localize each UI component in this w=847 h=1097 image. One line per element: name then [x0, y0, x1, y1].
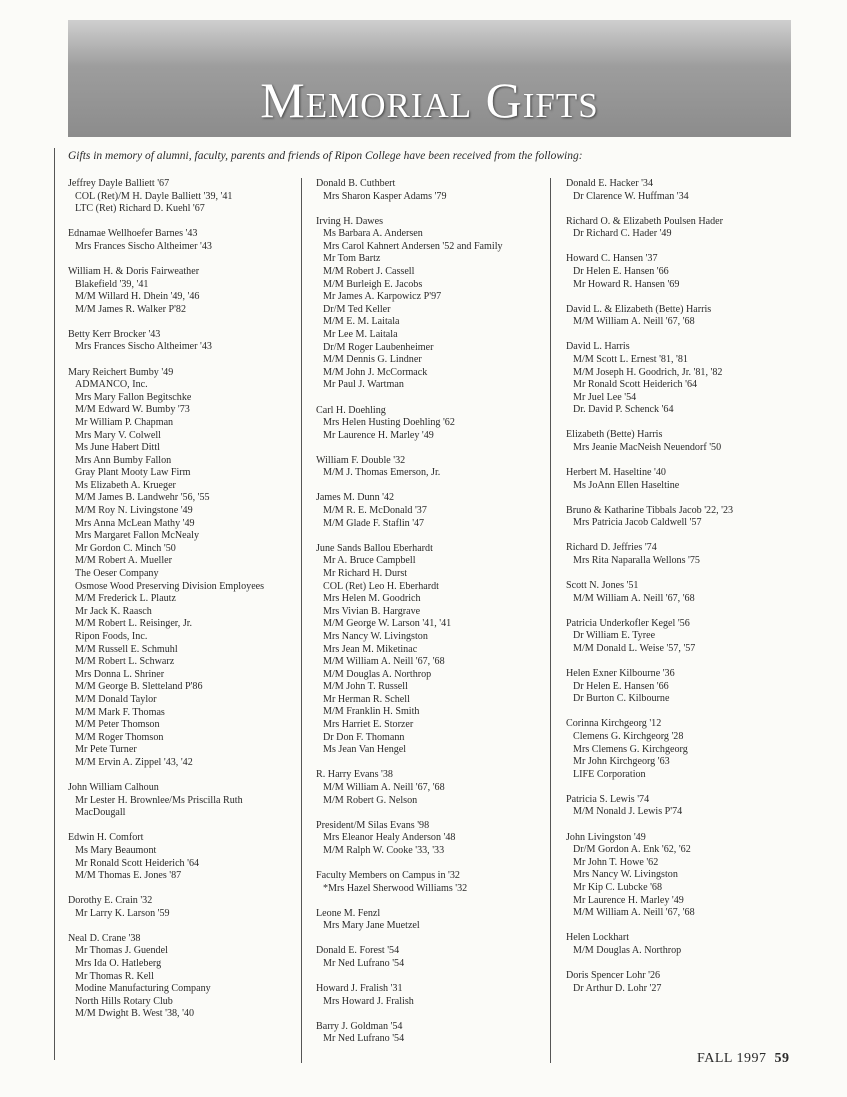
donor-name: M/M Willard H. Dhein '49, '46	[75, 291, 200, 303]
issue-label: FALL 1997	[697, 1051, 767, 1066]
honoree-name: James M. Dunn '42	[316, 492, 395, 504]
donor-name: Mrs Rita Naparalla Wellons '75	[573, 555, 700, 567]
memorial-entry	[316, 405, 548, 443]
memorial-entry	[566, 429, 806, 454]
donor-name: Ms JoAnn Ellen Haseltine	[573, 479, 680, 491]
donor-name: Dr/M Roger Laubenheimer	[323, 341, 434, 353]
left-margin-rule	[54, 148, 55, 1060]
donor-name: M/M John J. McCormack	[323, 366, 428, 378]
donor-name: Mr Ned Lufrano '54	[323, 957, 405, 969]
memorial-entry	[566, 178, 806, 203]
donor-name: Mrs Jeanie MacNeish Neuendorf '50	[573, 442, 722, 453]
donor-name: Mrs Nancy W. Livingston	[573, 869, 678, 881]
donor-name: Ms June Habert Dittl	[75, 442, 160, 454]
donor-name: M/M Donald Taylor	[75, 693, 157, 705]
honoree-name: Elizabeth (Bette) Harris	[566, 429, 663, 441]
donor-name: M/M J. Thomas Emerson, Jr.	[323, 467, 441, 479]
honoree-name: Leone M. Fenzl	[316, 907, 381, 919]
donor-name: M/M Ervin A. Zippel '43, '42	[75, 756, 193, 768]
donor-name: Mrs Mary Jane Muetzel	[323, 920, 420, 932]
donor-name: Ms Jean Van Hengel	[323, 744, 407, 756]
donor-name: M/M Roy N. Livingstone '49	[75, 505, 193, 517]
memorial-entry	[68, 228, 298, 253]
donor-name: Mr Thomas J. Guendel	[75, 945, 168, 957]
donor-name: Mrs Clemens G. Kirchgeorg	[573, 743, 688, 755]
honoree-name: Howard J. Fralish '31	[316, 982, 403, 994]
donor-name: Gray Plant Mooty Law Firm	[75, 467, 191, 479]
donor-name: LTC (Ret) Richard D. Kuehl '67	[75, 203, 205, 215]
donor-name: M/M E. M. Laitala	[323, 316, 400, 328]
donor-name: Dr Burton C. Kilbourne	[573, 693, 670, 705]
donor-name: M/M William A. Neill '67, '68	[323, 781, 445, 793]
donor-name: Mr Tom Bartz	[323, 253, 381, 265]
column-2	[316, 178, 548, 1058]
donor-name: Mrs Anna McLean Mathy '49	[75, 517, 195, 529]
donor-name: M/M James R. Walker P'82	[75, 303, 187, 315]
donor-name: Mr John T. Howe '62	[573, 856, 659, 868]
donor-name: Mrs Jean M. Miketinac	[323, 643, 418, 655]
donor-name: M/M Robert L. Schwarz	[75, 656, 175, 668]
donor-name: Mrs Harriet E. Storzer	[323, 719, 414, 731]
donor-name: M/M Dennis G. Lindner	[323, 354, 422, 366]
donor-name: Mrs Vivian B. Hargrave	[323, 605, 421, 617]
honoree-name: Barry J. Goldman '54	[316, 1020, 403, 1032]
honoree-name: Donald B. Cuthbert	[316, 178, 396, 189]
donor-name: Mrs Helen Husting Doehling '62	[323, 417, 455, 429]
honoree-name: Richard D. Jeffries '74	[566, 542, 657, 554]
memorial-entry	[566, 932, 806, 957]
donor-name: M/M Robert G. Nelson	[323, 794, 418, 806]
donor-name: M/M Ralph W. Cooke '33, '33	[323, 844, 445, 856]
memorial-entry	[68, 933, 298, 1021]
honoree-name: Ednamae Wellhoefer Barnes '43	[68, 228, 198, 240]
donor-name: LIFE Corporation	[573, 768, 646, 780]
column-3	[566, 178, 806, 1008]
donor-name: Mr Laurence H. Marley '49	[323, 429, 434, 441]
donor-name: M/M Robert A. Mueller	[75, 555, 173, 567]
honoree-name: Dorothy E. Crain '32	[68, 895, 153, 907]
honoree-name: Mary Reichert Bumby '49	[68, 366, 174, 378]
donor-name: Mr Thomas R. Kell	[75, 970, 154, 982]
donor-name: M/M John T. Russell	[323, 681, 408, 693]
donor-name: Mr Howard R. Hansen '69	[573, 278, 680, 290]
honoree-name: John Livingston '49	[566, 831, 646, 843]
honoree-name: R. Harry Evans '38	[316, 769, 393, 781]
donor-name: M/M William A. Neill '67, '68	[573, 592, 695, 604]
page-number: 59	[774, 1051, 790, 1066]
donor-name: Dr William E. Tyree	[573, 630, 656, 642]
donor-name: COL (Ret)/M H. Dayle Balliett '39, '41	[75, 190, 233, 202]
honoree-name: Donald E. Hacker '34	[566, 178, 654, 189]
memorial-entry	[566, 304, 806, 329]
honoree-name: Herbert M. Haseltine '40	[566, 467, 666, 479]
honoree-name: Helen Exner Kilbourne '36	[566, 668, 675, 680]
memorial-entry	[316, 945, 548, 970]
donor-name: M/M Joseph H. Goodrich, Jr. '81, '82	[573, 366, 723, 378]
donor-name: Dr Helen E. Hansen '66	[573, 265, 669, 277]
honoree-name: Donald E. Forest '54	[316, 945, 400, 957]
donor-name: North Hills Rotary Club	[75, 995, 173, 1007]
memorial-entry	[566, 467, 806, 492]
donor-name: Ms Mary Beaumont	[75, 844, 157, 856]
donor-name: Mrs Mary Fallon Begitschke	[75, 391, 192, 403]
page-footer	[697, 1051, 789, 1067]
donor-name: Mr Kip C. Lubcke '68	[573, 881, 663, 893]
memorial-entry	[566, 341, 806, 417]
memorial-entry	[68, 178, 298, 216]
memorial-entry	[316, 983, 548, 1008]
memorial-entry	[566, 253, 806, 291]
honoree-name: Howard C. Hansen '37	[566, 253, 658, 265]
memorial-entry	[316, 543, 548, 757]
page-title: Memorial Gifts	[260, 72, 599, 128]
honoree-name: Faculty Members on Campus in '32	[316, 869, 460, 881]
donor-name: Mrs Howard J. Fralish	[323, 995, 414, 1007]
donor-name: Dr Richard C. Hader '49	[573, 228, 672, 240]
donor-name: Mr John Kirchgeorg '63	[573, 756, 670, 768]
donor-name: The Oeser Company	[75, 568, 159, 580]
memorial-entry	[566, 970, 806, 995]
donor-name: Mr Ned Lufrano '54	[323, 1033, 405, 1045]
donor-name: M/M Scott L. Ernest '81, '81	[573, 353, 688, 365]
donor-name: M/M Franklin H. Smith	[323, 706, 420, 718]
honoree-name: Richard O. & Elizabeth Poulsen Hader	[566, 215, 723, 227]
donor-name: Dr/M Ted Keller	[323, 303, 391, 315]
memorial-entry	[566, 832, 806, 920]
honoree-name: June Sands Ballou Eberhardt	[316, 542, 433, 554]
donor-name: Mrs Helen M. Goodrich	[323, 593, 421, 605]
donor-name: M/M Thomas E. Jones '87	[75, 870, 182, 882]
donor-name: Dr Arthur D. Lohr '27	[573, 982, 662, 994]
donor-name: M/M Donald L. Weise '57, '57	[573, 643, 696, 655]
honoree-name: John William Calhoun	[68, 782, 159, 794]
honoree-name: Doris Spencer Lohr '26	[566, 969, 661, 981]
donor-name: Mr Ronald Scott Heiderich '64	[573, 379, 698, 391]
donor-name: Mrs Ann Bumby Fallon	[75, 454, 172, 466]
honoree-name: Edwin H. Comfort	[68, 832, 144, 844]
donor-name: Mr James A. Karpowicz P'97	[323, 291, 442, 303]
donor-name: MacDougall	[75, 807, 126, 819]
donor-name: Ms Barbara A. Andersen	[323, 228, 423, 240]
memorial-entry	[68, 329, 298, 354]
donor-name: Ripon Foods, Inc.	[75, 631, 148, 642]
donor-name: Mr Pete Turner	[75, 744, 137, 756]
memorial-entry	[316, 216, 548, 392]
memorial-entry	[566, 580, 806, 605]
donor-name: *Mrs Hazel Sherwood Williams '32	[323, 882, 468, 894]
memorial-entry	[68, 832, 298, 882]
donor-name: Mr Lester H. Brownlee/Ms Priscilla Ruth	[75, 794, 243, 806]
donor-name: M/M R. E. McDonald '37	[323, 505, 427, 517]
memorial-entry	[566, 718, 806, 781]
honoree-name: David L. & Elizabeth (Bette) Harris	[566, 303, 712, 315]
donor-name: Mr Herman R. Schell	[323, 693, 410, 705]
donor-name: Mr Juel Lee '54	[573, 391, 637, 403]
donor-name: ADMANCO, Inc.	[75, 379, 148, 391]
donor-name: Mrs Ida O. Hatleberg	[75, 958, 162, 970]
donor-name: Mr Ronald Scott Heiderich '64	[75, 857, 200, 869]
memorial-entry	[566, 618, 806, 656]
memorial-entry	[68, 895, 298, 920]
donor-name: Modine Manufacturing Company	[75, 983, 211, 995]
donor-name: COL (Ret) Leo H. Eberhardt	[323, 580, 439, 592]
donor-name: Mr Larry K. Larson '59	[75, 907, 170, 919]
donor-name: Mr Richard H. Durst	[323, 567, 408, 579]
honoree-name: Bruno & Katharine Tibbals Jacob '22, '23	[566, 504, 734, 516]
honoree-name: William F. Double '32	[316, 454, 406, 466]
honoree-name: David L. Harris	[566, 341, 630, 353]
donor-name: M/M William A. Neill '67, '68	[573, 907, 695, 919]
donor-name: Mr Paul J. Wartman	[323, 379, 404, 391]
donor-name: M/M Douglas A. Northrop	[323, 668, 432, 680]
donor-name: Dr Helen E. Hansen '66	[573, 680, 669, 692]
title-banner	[68, 20, 791, 137]
honoree-name: Blakefield '39, '41	[75, 278, 149, 290]
honoree-name: Patricia S. Lewis '74	[566, 793, 650, 805]
donor-name: M/M George W. Larson '41, '41	[323, 618, 452, 630]
donor-name: M/M Russell E. Schmuhl	[75, 643, 178, 655]
donor-name: M/M Robert L. Reisinger, Jr.	[75, 618, 193, 630]
donor-name: Mrs Sharon Kasper Adams '79	[323, 190, 447, 202]
donor-name: M/M William A. Neill '67, '68	[323, 656, 445, 668]
donor-name: Dr. David P. Schenck '64	[573, 404, 674, 416]
donor-name: Dr Clarence W. Huffman '34	[573, 190, 689, 202]
memorial-entry	[68, 782, 298, 820]
memorial-entry	[316, 769, 548, 807]
donor-name: Mrs Frances Sischo Altheimer '43	[75, 240, 212, 252]
honoree-name: Corinna Kirchgeorg '12	[566, 718, 662, 730]
donor-name: Mrs Patricia Jacob Caldwell '57	[573, 517, 702, 529]
honoree-name: Helen Lockhart	[566, 932, 630, 944]
donor-name: M/M Douglas A. Northrop	[573, 944, 682, 956]
memorial-entry	[68, 367, 298, 770]
memorial-entry	[316, 908, 548, 933]
memorial-entry	[316, 455, 548, 480]
donor-name: Dr Don F. Thomann	[323, 731, 405, 743]
donor-name: M/M George B. Sletteland P'86	[75, 681, 203, 693]
intro-text: Gifts in memory of alumni, faculty, parents and friends of Ripon College have been received from the following:	[68, 150, 583, 162]
donor-name: Mrs Frances Sischo Altheimer '43	[75, 341, 212, 353]
memorial-entry	[316, 492, 548, 530]
donor-name: M/M William A. Neill '67, '68	[573, 316, 695, 328]
memorial-entry	[566, 542, 806, 567]
donor-name: M/M Edward W. Bumby '73	[75, 404, 190, 416]
memorial-entry	[566, 216, 806, 241]
donor-name: Mr Jack K. Raasch	[75, 605, 152, 617]
donor-name: Mr Gordon C. Minch '50	[75, 542, 176, 554]
donor-name: M/M Nonald J. Lewis P'74	[573, 806, 683, 818]
donor-name: Ms Elizabeth A. Krueger	[75, 479, 176, 491]
column-1	[68, 178, 298, 1034]
honoree-name: Betty Kerr Brocker '43	[68, 328, 161, 340]
memorial-entry	[316, 178, 548, 203]
donor-name: M/M Peter Thomson	[75, 719, 160, 731]
donor-name: Mrs Margaret Fallon McNealy	[75, 530, 199, 542]
honoree-name: Jeffrey Dayle Balliett '67	[68, 178, 170, 189]
honoree-name: Clemens G. Kirchgeorg '28	[573, 731, 684, 742]
donor-name: Mr William P. Chapman	[75, 416, 174, 428]
honoree-name: Carl H. Doehling	[316, 404, 386, 416]
donor-name: Dr/M Gordon A. Enk '62, '62	[573, 844, 691, 856]
donor-name: M/M Robert J. Cassell	[323, 266, 415, 278]
donor-name: Mrs Donna L. Shriner	[75, 668, 165, 680]
memorial-entry	[316, 1021, 548, 1046]
memorial-entry	[566, 794, 806, 819]
donor-name: Mrs Nancy W. Livingston	[323, 630, 428, 642]
memorial-entry	[316, 870, 548, 895]
honoree-name: Patricia Underkofler Kegel '56	[566, 617, 690, 629]
column-divider-1	[301, 178, 302, 1063]
donor-name: M/M Roger Thomson	[75, 731, 164, 743]
memorial-entry	[316, 820, 548, 858]
donor-name: Mr Lee M. Laitala	[323, 329, 398, 341]
donor-name: M/M Mark F. Thomas	[75, 706, 165, 718]
donor-name: M/M Glade F. Staflin '47	[323, 517, 425, 529]
donor-name: M/M James B. Landwehr '56, '55	[75, 492, 210, 504]
honoree-name: President/M Silas Evans '98	[316, 819, 430, 831]
donor-name: M/M Frederick L. Plautz	[75, 593, 176, 605]
honoree-name: Neal D. Crane '38	[68, 932, 141, 944]
donor-name: M/M Dwight B. West '38, '40	[75, 1008, 195, 1020]
memorial-entry	[566, 505, 806, 530]
honoree-name: William H. & Doris Fairweather	[68, 265, 200, 277]
honoree-name: Scott N. Jones '51	[566, 580, 639, 592]
donor-name: Mrs Eleanor Healy Anderson '48	[323, 832, 456, 844]
donor-name: Osmose Wood Preserving Division Employees	[75, 580, 265, 592]
memorial-entry	[566, 668, 806, 706]
donor-name: Mrs Mary V. Colwell	[75, 429, 161, 441]
honoree-name: Irving H. Dawes	[316, 215, 383, 227]
donor-name: M/M Burleigh E. Jacobs	[323, 278, 423, 290]
donor-name: Mrs Carol Kahnert Andersen '52 and Family	[323, 240, 503, 252]
memorial-entry	[68, 266, 298, 316]
column-divider-2	[550, 178, 551, 1063]
donor-name: Mr Laurence H. Marley '49	[573, 894, 684, 906]
donor-name: Mr A. Bruce Campbell	[323, 555, 416, 567]
